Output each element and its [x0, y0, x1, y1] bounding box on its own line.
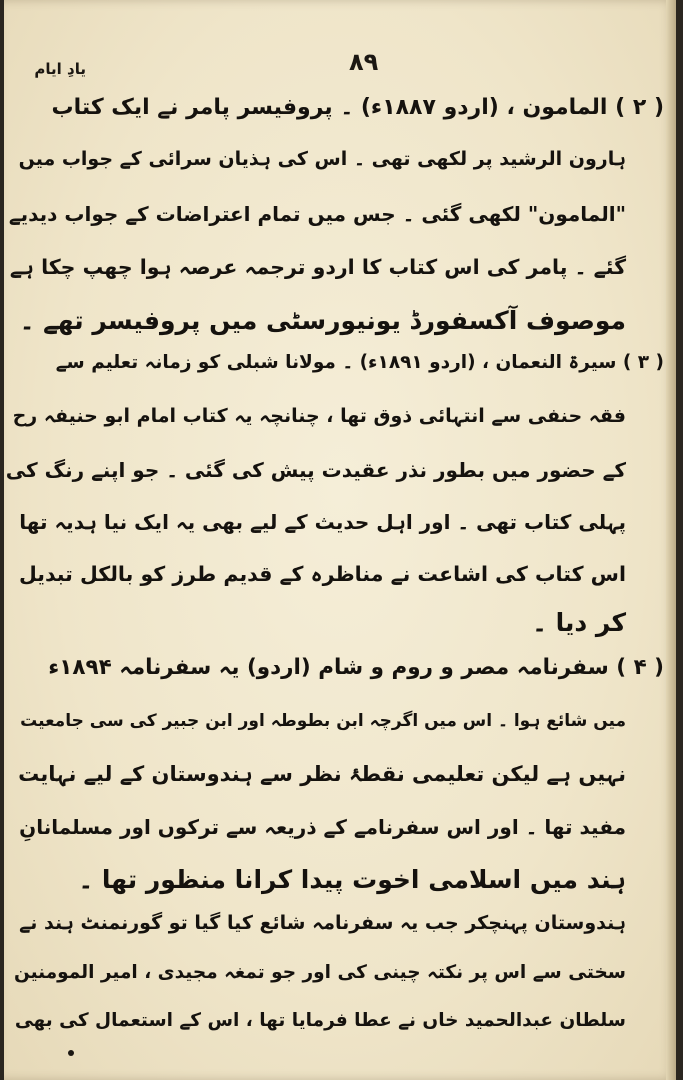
- text-line: ہندوستان پہنچکر جب یہ سفرنامہ شائع کیا گیا تو گورنمنٹ ہند نے: [19, 912, 626, 934]
- text-line: ہند میں اسلامی اخوت پیدا کرانا منظور تھا ۔: [78, 865, 626, 894]
- text-line: ( ۴ ) سفرنامہ مصر و روم و شام (اردو) یہ سفرنامہ ۱۸۹۴ء: [48, 655, 664, 680]
- text-line: مفید تھا ۔ اور اس سفرنامے کے ذریعہ سے ترکوں اور مسلمانانِ: [19, 815, 626, 839]
- running-header-title: یادِ ایام: [34, 60, 86, 78]
- text-line: کر دیا ۔: [532, 608, 626, 637]
- page-edge: [666, 0, 676, 1080]
- text-line: میں شائع ہوا ۔ اس میں اگرچہ ابن بطوطہ اور ابن جبیر کی سی جامعیت: [20, 711, 626, 731]
- book-page: [4, 0, 676, 1080]
- text-line: پہلی کتاب تھی ۔ اور اہل حدیث کے لیے بھی یہ ایک نیا ہدیہ تھا: [19, 510, 626, 534]
- text-line: "المامون" لکھی گئی ۔ جس میں تمام اعتراضات کے جواب دیدیے: [8, 202, 626, 226]
- text-line: نہیں ہے لیکن تعلیمی نقطۂ نظر سے ہندوستان کے لیے نہایت: [18, 762, 626, 786]
- text-line: اس کتاب کی اشاعت نے مناظرہ کے قدیم طرز کو بالکل تبدیل: [18, 562, 626, 586]
- page-number: ۸۹: [349, 48, 379, 76]
- text-line: سلطان عبدالحمید خاں نے عطا فرمایا تھا ، اس کے استعمال کی بھی: [14, 1010, 626, 1031]
- ink-dot: [68, 1050, 74, 1056]
- text-line: گئے ۔ پامر کی اس کتاب کا اردو ترجمہ عرصہ ہوا چھپ چکا ہے: [9, 255, 626, 279]
- text-line: سختی سے اس پر نکتہ چینی کی اور جو تمغہ مجیدی ، امیر المومنین: [13, 962, 626, 983]
- text-line: ہارون الرشید پر لکھی تھی ۔ اس کی ہذیان سرائی کے جواب میں: [18, 148, 626, 170]
- text-line: موصوف آکسفورڈ یونیورسٹی میں پروفیسر تھے ۔: [19, 306, 626, 335]
- text-line: فقہ حنفی سے انتہائی ذوق تھا ، چنانچہ یہ کتاب امام ابو حنیفہ رح: [12, 405, 626, 427]
- text-line: ( ۲ ) المامون ، (اردو ۱۸۸۷ء) ۔ پروفیسر پامر نے ایک کتاب: [51, 95, 664, 120]
- text-line: کے حضور میں بطور نذر عقیدت پیش کی گئی ۔ جو اپنے رنگ کی: [5, 458, 626, 482]
- text-line: ( ۳ ) سیرۃ النعمان ، (اردو ۱۸۹۱ء) ۔ مولانا شبلی کو زمانہ تعلیم سے: [55, 352, 664, 373]
